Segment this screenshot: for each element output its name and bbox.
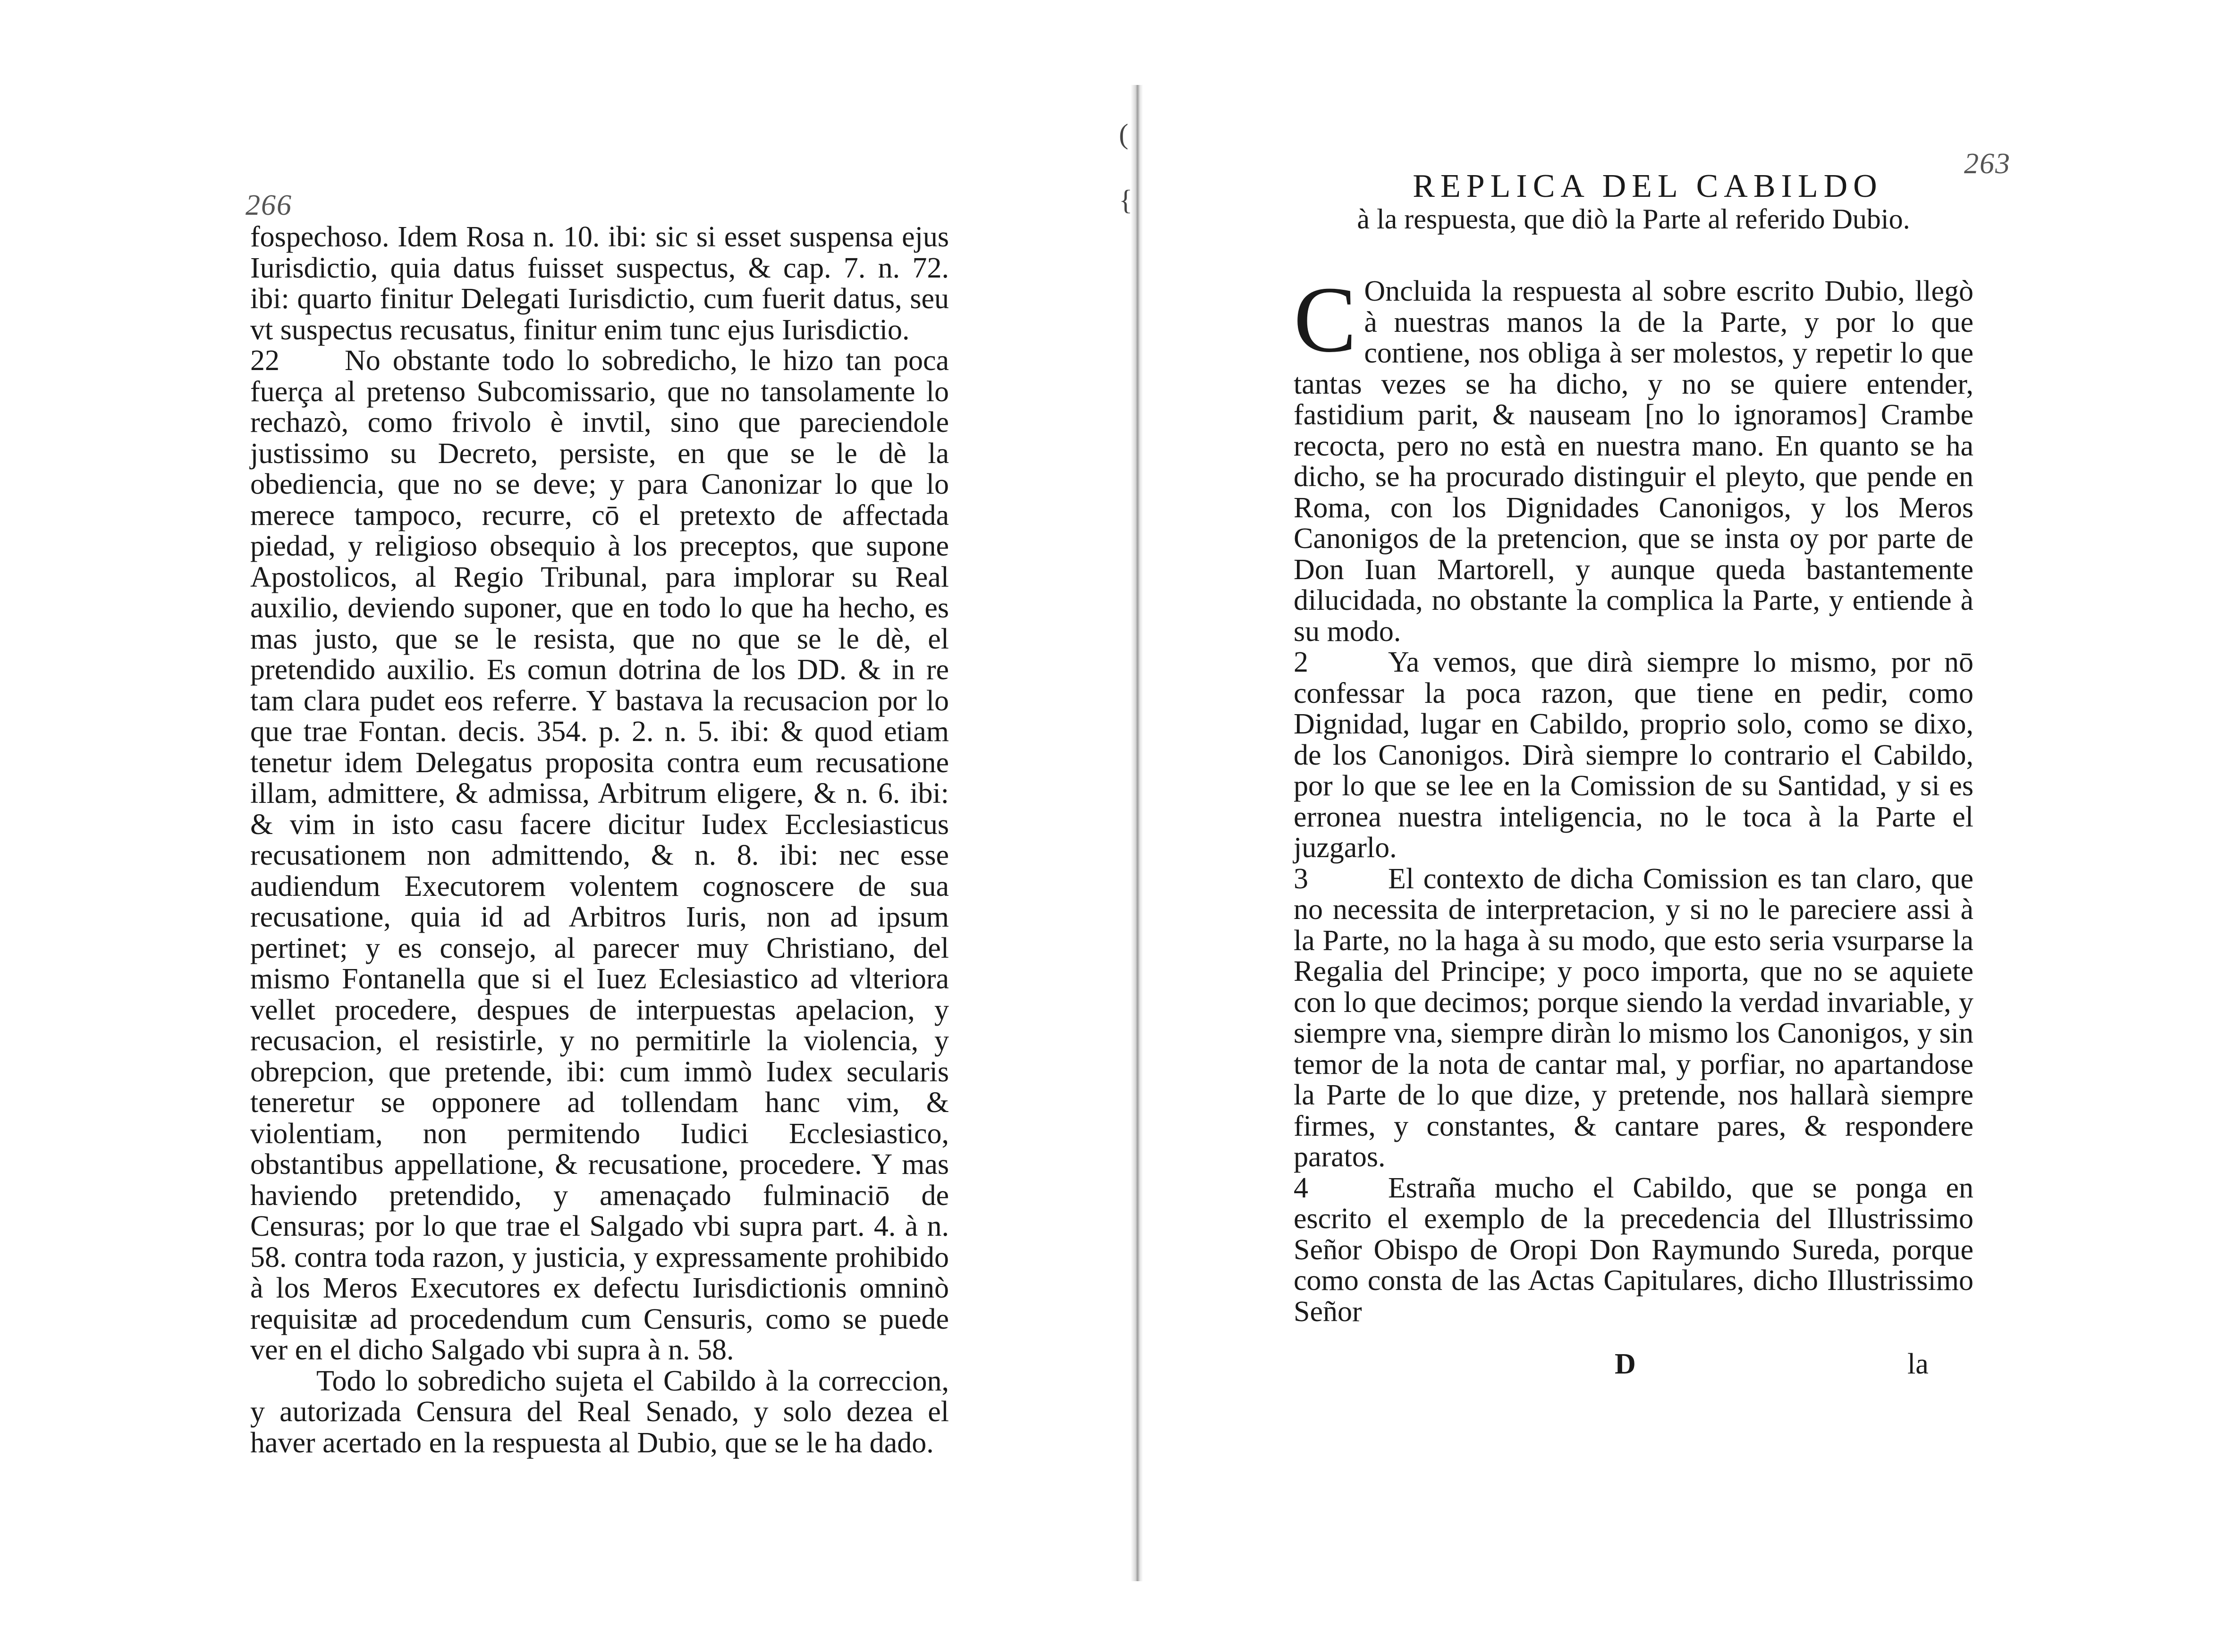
left-paragraph-3: [250, 1366, 949, 1459]
left-paragraph-2: [250, 346, 949, 1366]
signature-mark: D: [1615, 1348, 1636, 1380]
paragraph-text: Todo lo sobredicho sujeta el Cabildo à la correccion, y autorizada Censura del Real Senado, y solo dezea el haver acertado en la respuesta al Dubio, que se le ha dado.: [250, 1365, 949, 1459]
right-paragraph-4: [1294, 1173, 1973, 1328]
paragraph-number: 4: [1294, 1172, 1308, 1204]
left-page: [246, 0, 973, 1652]
catchword: la: [1907, 1348, 1929, 1380]
left-folio-number: 266: [246, 189, 292, 221]
paragraph-text: fospechoso. Idem Rosa n. 10. ibi: sic si esset suspensa ejus Iurisdictio, quia datus fuisset suspectus, & cap. 7. n. 72. ibi: quarto finitur Delegati Iurisdictio, cum fuerit datus, seu vt suspectus recusatus, finitur enim tunc ejus Iurisdictio.: [250, 221, 949, 346]
right-text-block: [1294, 268, 1973, 1328]
gutter-mark-brace: {: [1119, 185, 1133, 216]
paragraph-text: Oncluida la respuesta al sobre escrito Dubio, llegò à nuestras manos la de la Parte, y por lo que contiene, nos obliga à ser molestos, y repetir lo que tantas vezes se ha dicho, y no se quiere entender, fastidium parit, & nauseam [no lo ignoramos] Crambe recocta, pero no està en nuestra mano. En quanto se ha dicho, se ha procurado distinguir el pleyto, que pende en Roma, con los Dignidades Canonigos, y los Meros Canonigos de la pretencion, que se insta oy por parte de Don Iuan Martorell, y aunque queda bastantemente dilucidada, no obstante la complica la Parte, y entiende à su modo.: [1294, 275, 1973, 648]
right-paragraph-2: [1294, 647, 1973, 864]
running-head: REPLICA DEL CABILDO: [1413, 168, 1883, 204]
right-paragraph-3: [1294, 864, 1973, 1173]
right-page: [1294, 0, 2011, 1652]
section-subhead: à la respuesta, que diò la Parte al referido Dubio.: [1357, 203, 1910, 235]
right-paragraph-1: [1294, 268, 1973, 648]
left-text-block: [250, 222, 949, 1458]
paragraph-number: 3: [1294, 862, 1308, 895]
drop-cap: C: [1294, 268, 1357, 372]
paragraph-text: Estraña mucho el Cabildo, que se ponga en escrito el exemplo de la precedencia del Illustrissimo Señor Obispo de Oropi Don Raymundo Sureda, porque como consta de las Actas Capitulares, dicho Illustrissimo Señor: [1294, 1172, 1973, 1328]
gutter-mark-paren: (: [1119, 118, 1128, 150]
right-folio-number: 263: [1964, 148, 2011, 180]
paragraph-text: El contexto de dicha Comission es tan claro, que no necessita de interpretacion, y si no le pareciere assi à la Parte, no la haga à su modo, que esto seria vsurparse la Regalia del Principe; y poco importa, que no se aquiete con lo que decimos; porque siendo la verdad invariable, y siempre vna, siempre diràn lo mismo los Canonigos, y sin temor de la nota de cantar mal, y porfiar, no apartandose la Parte de lo que dize, y pretende, nos hallarà siempre firmes, y constantes, & cantare pares, & respondere paratos.: [1294, 862, 1973, 1173]
paragraph-text: No obstante todo lo sobredicho, le hizo tan poca fuerça al pretenso Subcomissario, que no tansolamente lo rechazò, como frivolo è invtil, sino que pareciendole justissimo su Decreto, persiste, en que se le dè la obediencia, que no se deve; y para Canonizar lo que lo merece tampoco, recurre, cō el pretexto de affectada piedad, y religioso obsequio à los preceptos, que supone Apostolicos, al Regio Tribunal, para implorar su Real auxilio, deviendo suponer, que en todo lo que ha hecho, es mas justo, que se le resista, que no que se le dè, el pretendido auxilio. Es comun dotrina de los DD. & in re tam clara pudet eos referre. Y bastava la recusacion por lo que trae Fontan. decis. 354. p. 2. n. 5. ibi: & quod etiam tenetur idem Delegatus proposita contra eum recusatione illam, admittere, & admissa, Arbitrum eligere, & n. 6. ibi: & vim in isto casu facere dicitur Iudex Ecclesiasticus recusationem non admittendo, & n. 8. ibi: nec esse audiendum Executorem volentem cognoscere de sua recusatione, quia id ad Arbitros Iuris, non ad ipsum pertinet; y es consejo, al parecer muy Christiano, del mismo Fontanella que si el Iuez Eclesiastico ad vlteriora vellet procedere, despues de interpuestas apelacion, y recusacion, el resistirle, y no permitirle la violencia, y obrepcion, que pretende, ibi: cum immò Iudex secularis teneretur se opponere ad tollendam hanc vim, & violentiam, non permitendo Iudici Ecclesiastico, obstantibus appellatione, & recusatione, procedere. Y mas haviendo pretendido, y amenaçado fulminaciō de Censuras; por lo que trae el Salgado vbi supra part. 4. à n. 58. contra toda razon, y justicia, y expressamente prohibido à los Meros Executores ex defectu Iurisdictionis omninò requisitæ ad procedendum cum Censuris, como se puede ver en el dicho Salgado vbi supra à n. 58.: [250, 345, 949, 1366]
left-paragraph-1: [250, 222, 949, 346]
paragraph-number: 22: [250, 345, 279, 377]
paragraph-text: Ya vemos, que dirà siempre lo mismo, por nō confessar la poca razon, que tiene en pedir, como Dignidad, lugar en Cabildo, proprio solo, como se dixo, de los Canonigos. Dirà siempre lo contrario el Cabildo, por lo que se lee en la Comission de su Santidad, y si es erronea nuestra inteligencia, no le toca à la Parte el juzgarlo.: [1294, 646, 1973, 864]
paragraph-number: 2: [1294, 646, 1308, 678]
book-gutter: [1131, 85, 1143, 1581]
